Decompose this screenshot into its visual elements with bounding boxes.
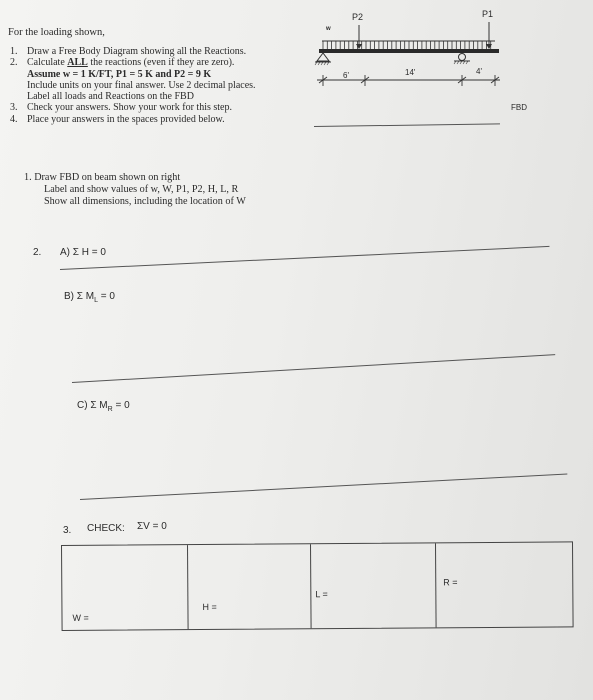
beam (319, 49, 499, 53)
fbd-label: FBD (511, 103, 527, 112)
step-3: 3. Check your answers. Show your work for this step. (10, 102, 232, 114)
p1-label: P1 (482, 9, 494, 19)
q3-sum-v: ΣV = 0 (137, 521, 167, 532)
load-arrow-group (323, 41, 491, 49)
q1-line3: Show all dimensions, including the location of W (44, 196, 246, 207)
p2-label: P2 (352, 12, 364, 22)
q1-line2: Label and show values of w, W, P1, P2, H, L, R (44, 184, 239, 195)
answer-line-a (60, 246, 550, 270)
answer-table (61, 541, 574, 631)
question-1 (24, 172, 246, 208)
roller-support (459, 54, 466, 61)
intro-text: For the loading shown, (8, 27, 105, 38)
w-label: w (326, 26, 331, 32)
dim-4ft: 4' (476, 67, 482, 76)
step-4: 4. Place your answers in the spaces provided below. (10, 113, 225, 125)
fbd-underline (314, 123, 500, 127)
answer-line-b (72, 354, 555, 383)
dim-14ft: 14' (405, 68, 416, 77)
step-2-units: Include units on your final answer. Use 2 decimal places. (27, 79, 256, 91)
answer-cell-h[interactable]: H = (187, 544, 312, 629)
q2b-sum-ml: B) Σ $M_L = 0$ (64, 291, 115, 304)
answer-line-c (80, 473, 567, 500)
step-2-assume: Assume w = 1 K/FT, P1 = 5 K and P2 = 9 K (27, 68, 212, 80)
q1-line1: 1. Draw FBD on beam shown on right (24, 172, 181, 183)
dim-6ft: 6' (343, 71, 349, 80)
beam-diagram (305, 8, 515, 98)
pin-support (317, 53, 329, 61)
q2a-sum-h: A) Σ H = 0 (60, 247, 106, 258)
step-1: 1. Draw a Free Body Diagram showing all the Reactions. (10, 46, 247, 57)
answer-cell-r[interactable]: R = (443, 577, 458, 588)
q2-number: 2. (33, 247, 42, 258)
q3-check: CHECK: (87, 523, 125, 534)
q3-number: 3. (63, 525, 72, 536)
instructions-list (10, 46, 256, 125)
step-2-label: Label all loads and Reactions on the FBD (27, 91, 194, 103)
p2-arrowhead (356, 44, 362, 49)
q2c-sum-mr: C) Σ $M_R = 0$ (77, 400, 130, 413)
p1-arrowhead (486, 44, 492, 49)
answer-cell-w[interactable]: W = (62, 545, 189, 630)
answer-cell-l[interactable]: L = (310, 543, 437, 628)
step-2: 2. Calculate ALL the reactions (even if they are zero). (10, 57, 235, 69)
